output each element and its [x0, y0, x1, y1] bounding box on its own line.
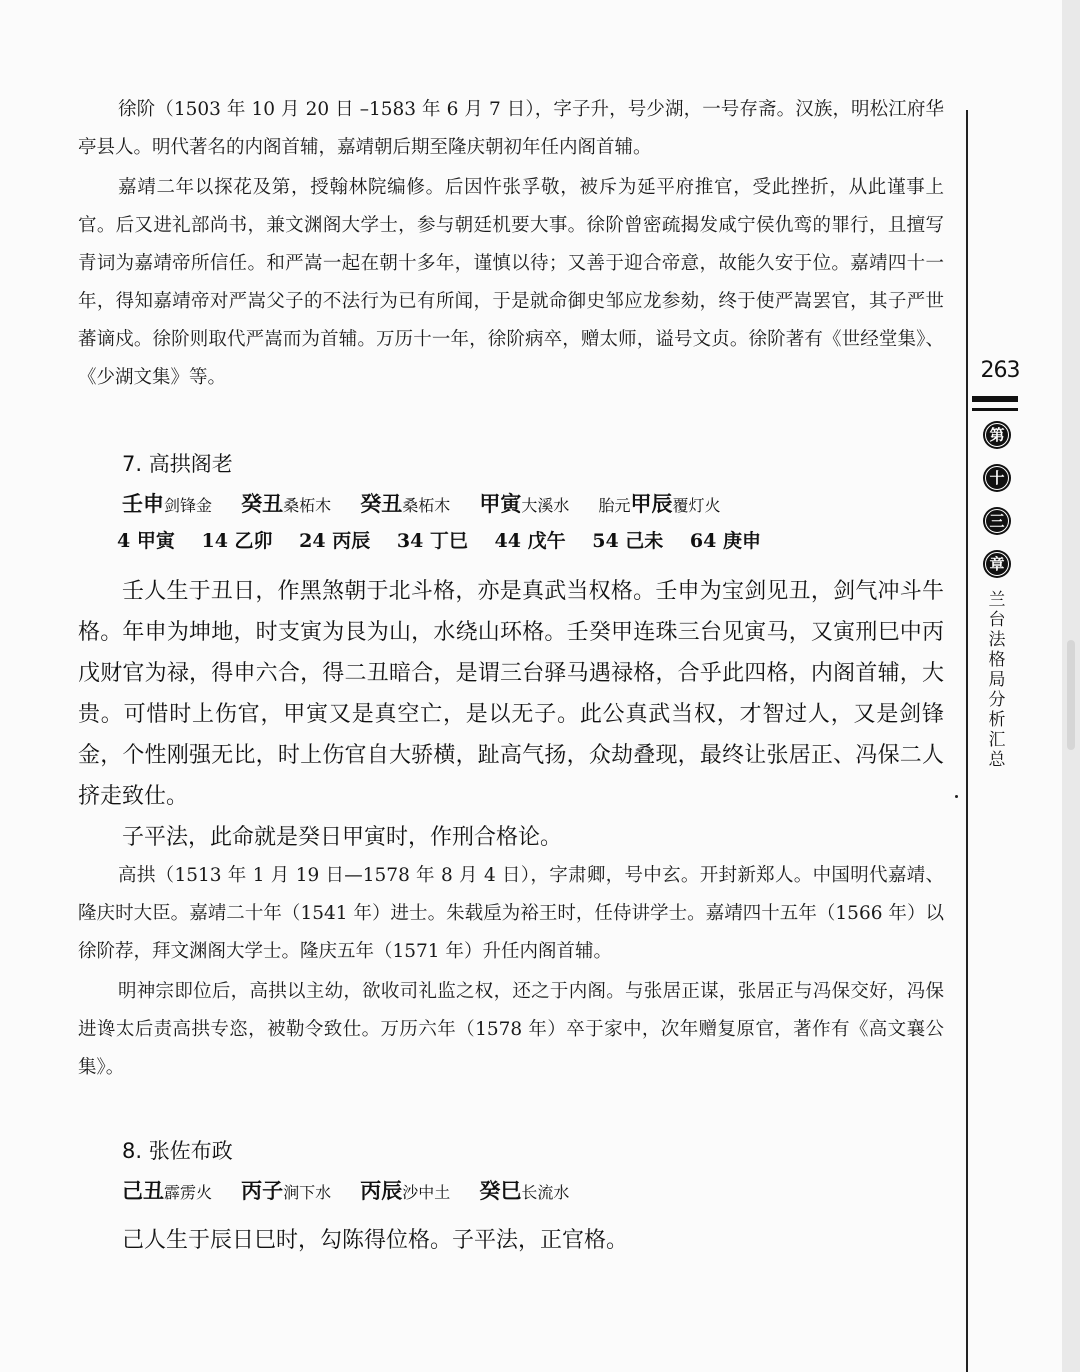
vertical-title-char: 汇: [988, 730, 1006, 750]
luck-cycle: 64 庚申: [689, 530, 761, 552]
section-7-analysis: 壬人生于丑日，作黑煞朝于北斗格，亦是真武当权格。壬申为宝剑见丑，剑气冲斗牛格。年申为坤地，时支寅为艮为山，水绕山环格。壬癸甲连珠三台见寅马，又寅刑巳中丙戊财官为禄，得申六合，得二丑暗合，是谓三台驿马遇禄格，合乎此四格，内阁首辅，大贵。可惜时上伤官，甲寅又是真空亡，是以无子。此公真武当权，才智过人，又是剑锋金，个性刚强无比，时上伤官自大骄横，趾高气扬，众劫叠现，最终让张居正、冯保二人挤走致仕。: [78, 579, 944, 809]
margin-rule: [966, 110, 968, 1372]
vertical-title-char: 兰: [988, 590, 1006, 610]
vertical-title-char: 法: [988, 630, 1006, 650]
luck-cycle: 24 丙辰: [299, 530, 371, 552]
scrollbar-thumb[interactable]: [1067, 640, 1075, 750]
vertical-title-char: 台: [988, 610, 1006, 630]
vertical-title-char: 局: [988, 670, 1006, 690]
intro-paragraph-2: 嘉靖二年以探花及第，授翰林院编修。后因忤张孚敬，被斥为延平府推官，受此挫折，从此谨事上官。后又进礼部尚书，兼文渊阁大学士，参与朝廷机要大事。徐阶曾密疏揭发咸宁侯仇鸾的罪行，且擅写青词为嘉靖帝所信任。和严嵩一起在朝十多年，谨慎以待；又善于迎合帝意，故能久安于位。嘉靖四十一年，得知嘉靖帝对严嵩父子的不法行为已有所闻，于是就命御史邹应龙参劾，终于使严嵩罢官，其子严世蕃谪戍。徐阶则取代严嵩而为首辅。万历十一年，徐阶病卒，赠太师，谥号文贞。徐阶著有《世经堂集》、《少湖文集》等。: [78, 177, 944, 388]
section-8-pillars: [122, 1175, 593, 1205]
luck-cycle: 4 甲寅: [117, 530, 175, 552]
vertical-title-char: 总: [988, 750, 1006, 770]
pillar: 癸丑桑柘木: [241, 491, 332, 516]
luck-cycle: 14 乙卯: [201, 530, 273, 552]
pillar-taiyuan: 胎元甲辰覆灯火: [598, 491, 721, 516]
page-number: 263: [980, 358, 1020, 383]
chapter-char-4: 章: [983, 550, 1011, 578]
pillar: 丙子涧下水: [241, 1178, 332, 1203]
luck-cycle: 34 丁巳: [396, 530, 468, 552]
chapter-char-2: 十: [983, 464, 1011, 492]
pillar: 壬申剑锋金: [122, 491, 213, 516]
chapter-char-3: 三: [983, 507, 1011, 535]
section-7-bio-1: 高拱（1513 年 1 月 19 日—1578 年 8 月 4 日），字肃卿，号中玄。开封新郑人。中国明代嘉靖、隆庆时大臣。嘉靖二十年（1541 年）进士。朱载垕为裕王时，任侍讲学士。嘉靖四十五年（1566 年）以徐阶荐，拜文渊阁大学士。隆庆五年（1571 年）升任内阁首辅。: [78, 865, 944, 962]
section-8-analysis: 己人生于辰日巳时，勾陈得位格。子平法，正官格。: [122, 1228, 629, 1253]
page-number-rule-thin: [972, 408, 1018, 411]
section-7-pillars: [122, 488, 744, 518]
chapter-vertical-title: [986, 590, 1008, 770]
section-7-ziping: 子平法，此命就是癸日甲寅时，作刑合格论。: [122, 825, 563, 850]
chapter-char-1: 第: [983, 421, 1011, 449]
vertical-title-char: 分: [988, 690, 1006, 710]
section-8-heading: 8. 张佐布政: [122, 1139, 233, 1163]
pillar: 己丑霹雳火: [122, 1178, 213, 1203]
stray-mark: [955, 795, 958, 798]
pillar: 丙辰沙中土: [360, 1178, 451, 1203]
intro-paragraph-1: 徐阶（1503 年 10 月 20 日 –1583 年 6 月 7 日），字子升，号少湖，一号存斋。汉族，明松江府华亭县人。明代著名的内阁首辅，嘉靖朝后期至隆庆朝初年任内阁首辅。: [78, 99, 944, 158]
pillar: 癸丑桑柘木: [360, 491, 451, 516]
section-7-heading: 7. 高拱阁老: [122, 452, 233, 476]
vertical-title-char: 格: [988, 650, 1006, 670]
section-7-bio-2: 明神宗即位后，高拱以主幼，欲收司礼监之权，还之于内阁。与张居正谋，张居正与冯保交好，冯保进谗太后责高拱专恣，被勒令致仕。万历六年（1578 年）卒于家中，次年赠复原官，著作有《高文襄公集》。: [78, 981, 944, 1078]
luck-cycle: 54 己未: [592, 530, 664, 552]
luck-cycles: [117, 526, 781, 553]
page-number-rule: [972, 396, 1018, 402]
pillar: 甲寅大溪水: [479, 491, 570, 516]
vertical-title-char: 析: [988, 710, 1006, 730]
pillar: 癸巳长流水: [479, 1178, 570, 1203]
luck-cycle: 44 戊午: [494, 530, 566, 552]
